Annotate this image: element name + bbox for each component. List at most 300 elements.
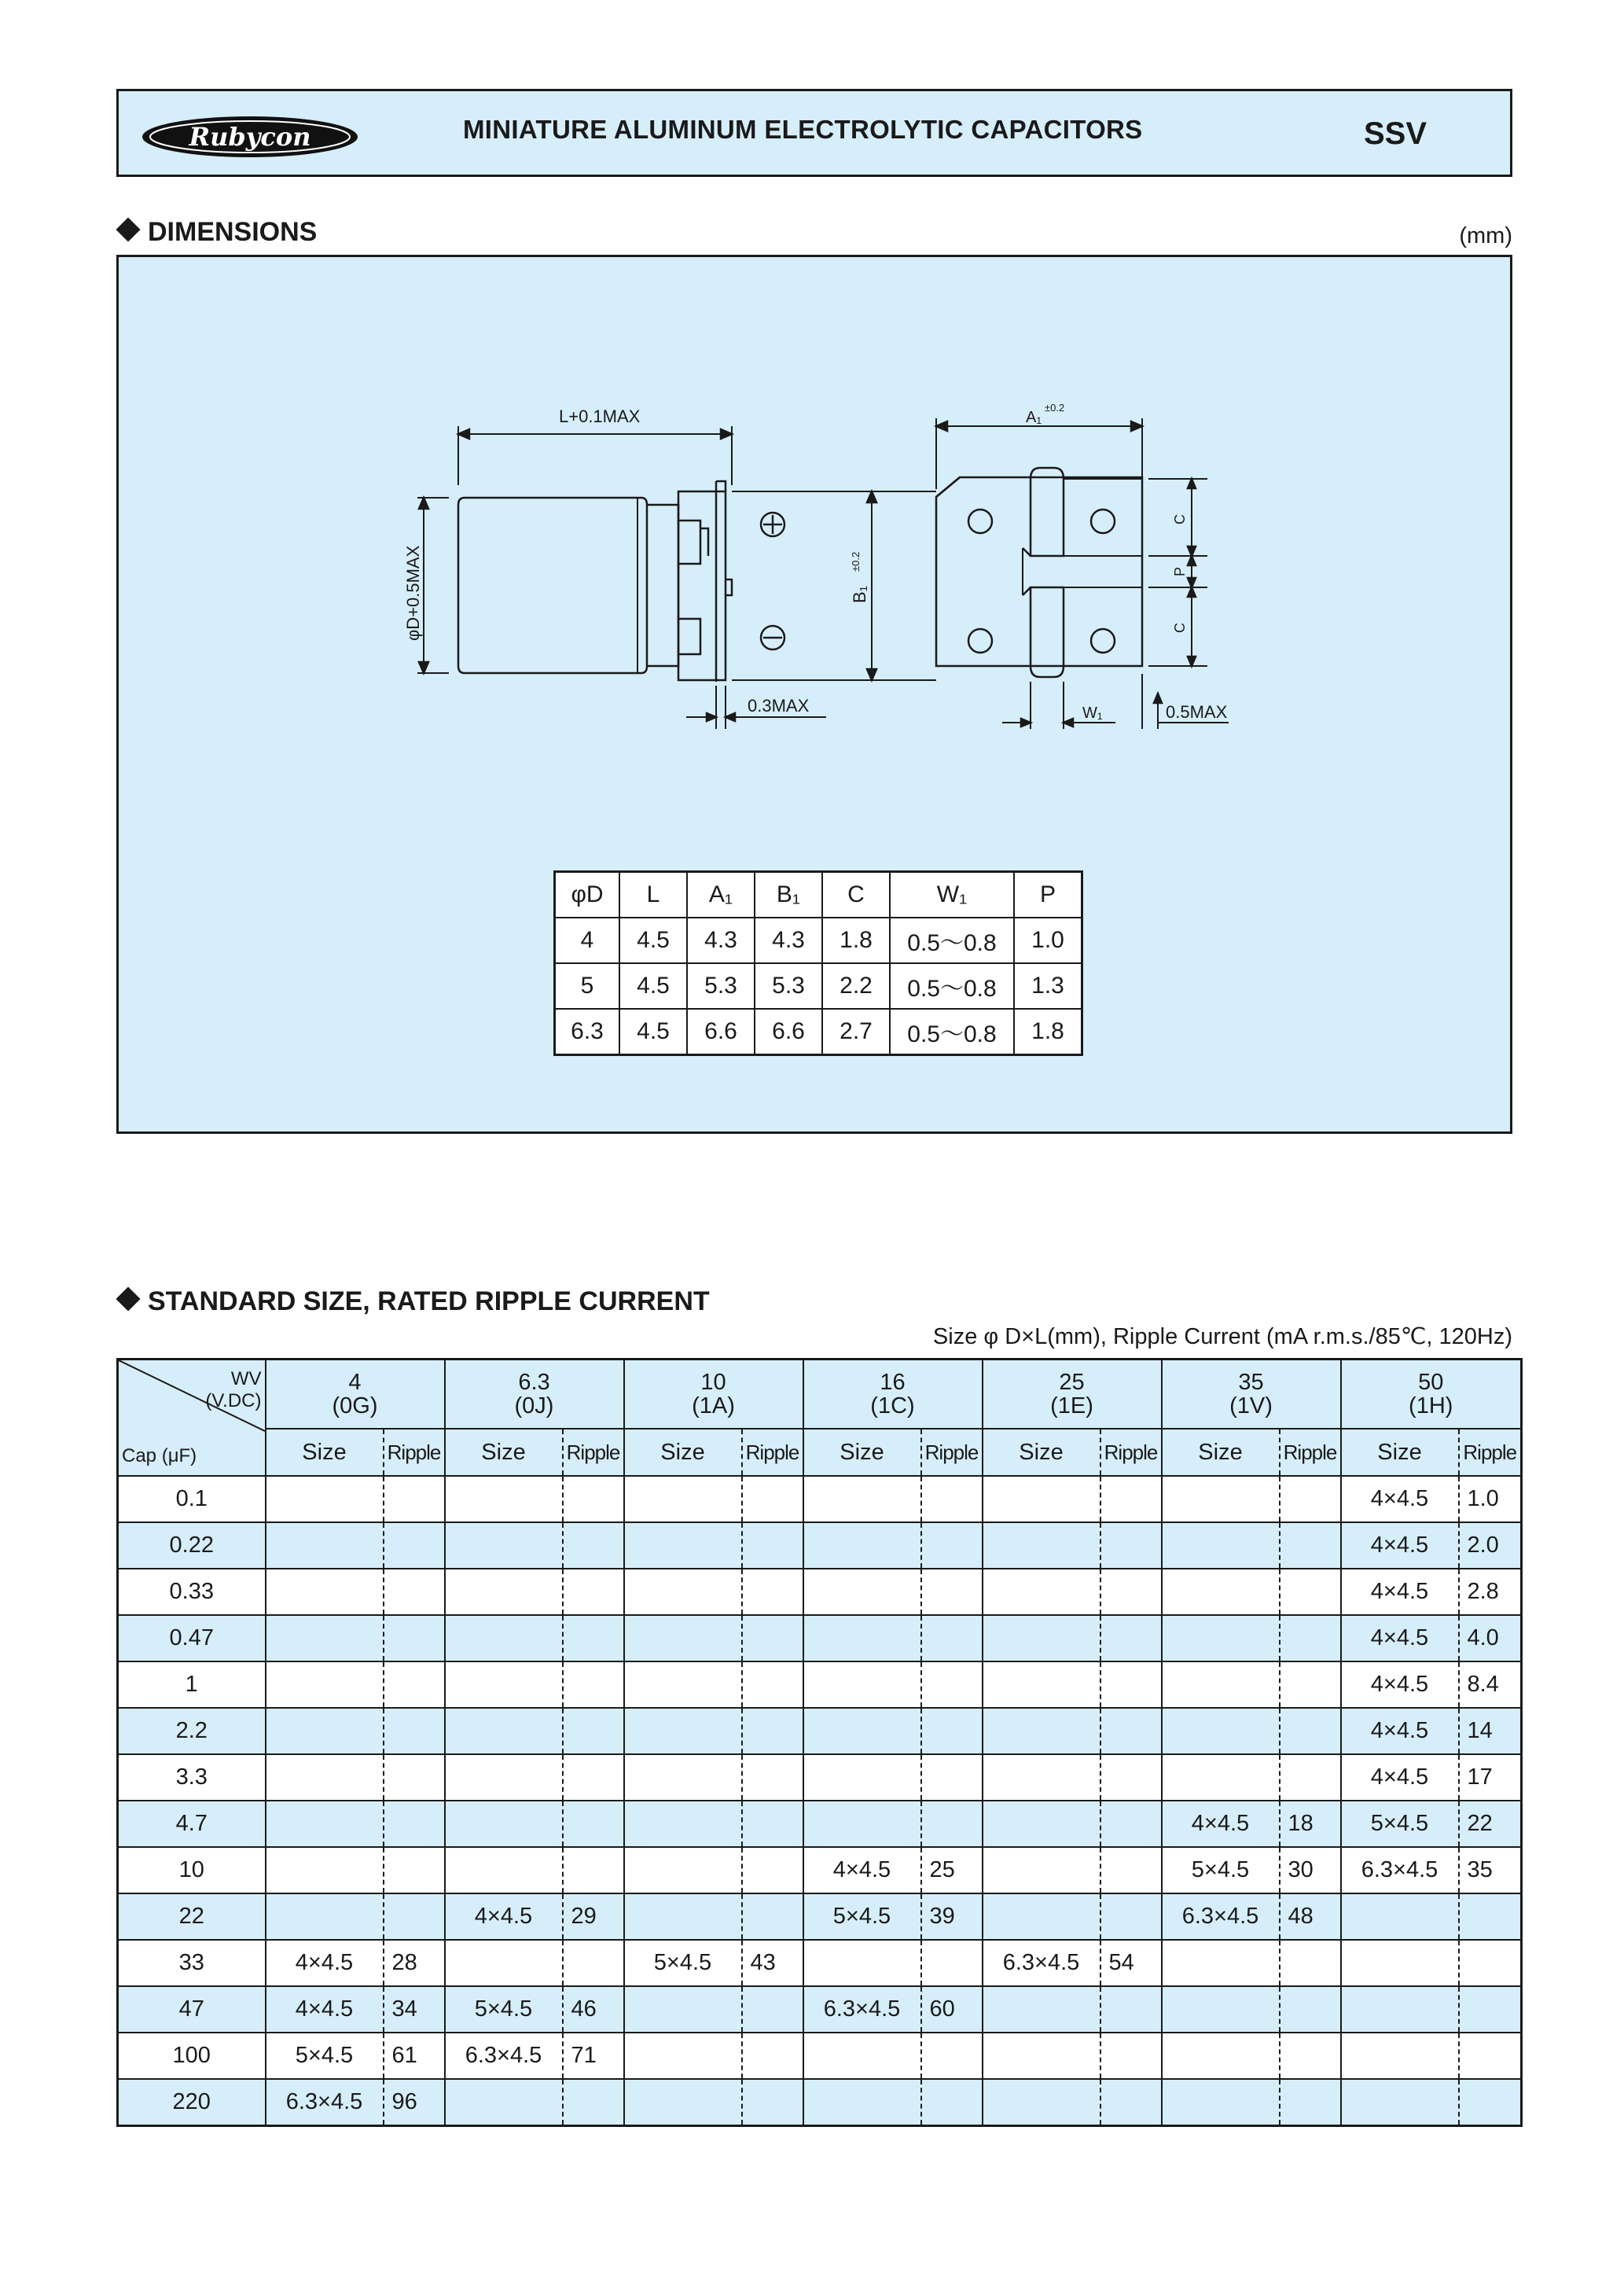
size-cell: 5×4.5 bbox=[803, 1893, 921, 1940]
svg-text:φD+0.5MAX: φD+0.5MAX bbox=[403, 545, 423, 641]
capacitance-cell: 0.1 bbox=[118, 1476, 266, 1522]
ripple-cell bbox=[742, 1615, 803, 1661]
ripple-subheader: Ripple bbox=[921, 1429, 983, 1476]
ripple-cell bbox=[1100, 2033, 1162, 2079]
size-cell bbox=[1341, 2079, 1459, 2126]
ripple-current-table bbox=[116, 1358, 1523, 2127]
capacitance-cell: 22 bbox=[118, 1893, 266, 1940]
size-cell bbox=[1162, 1569, 1280, 1615]
table-cell: 6.6 bbox=[755, 1009, 822, 1055]
table-cell: 5 bbox=[555, 963, 620, 1009]
ripple-cell bbox=[1100, 1661, 1162, 1708]
ripple-cell bbox=[1100, 1986, 1162, 2033]
ripple-cell bbox=[563, 1708, 624, 1754]
size-cell bbox=[1162, 1754, 1280, 1801]
size-cell bbox=[1162, 1940, 1280, 1986]
voltage-header-cell: 25 (1E) bbox=[983, 1360, 1162, 1429]
ripple-cell bbox=[921, 1801, 983, 1847]
dimensions-table bbox=[553, 870, 1083, 1056]
ripple-cell bbox=[384, 1476, 445, 1522]
size-cell bbox=[624, 1986, 742, 2033]
ripple-cell: 71 bbox=[563, 2033, 624, 2079]
ripple-cell bbox=[563, 1522, 624, 1569]
table-cell: 4 bbox=[555, 918, 620, 963]
size-cell bbox=[1162, 1522, 1280, 1569]
ripple-cell bbox=[1280, 1522, 1341, 1569]
document-title: MINIATURE ALUMINUM ELECTROLYTIC CAPACITORS bbox=[463, 115, 1143, 144]
table-row bbox=[118, 1661, 1522, 1708]
size-cell bbox=[624, 2033, 742, 2079]
ripple-cell bbox=[563, 1615, 624, 1661]
size-cell bbox=[983, 1476, 1100, 1522]
ripple-subheader: Ripple bbox=[742, 1429, 803, 1476]
size-cell bbox=[983, 1615, 1100, 1661]
ripple-cell bbox=[1100, 1801, 1162, 1847]
ripple-cell bbox=[563, 1569, 624, 1615]
size-cell bbox=[445, 1661, 563, 1708]
size-cell bbox=[983, 1522, 1100, 1569]
capacitance-cell: 0.33 bbox=[118, 1569, 266, 1615]
table-row bbox=[118, 1476, 1522, 1522]
ripple-cell bbox=[563, 2079, 624, 2126]
ripple-cell: 61 bbox=[384, 2033, 445, 2079]
ripple-cell: 8.4 bbox=[1459, 1661, 1522, 1708]
size-cell bbox=[266, 1893, 384, 1940]
size-cell bbox=[803, 2033, 921, 2079]
header-cell: P bbox=[1014, 872, 1082, 918]
size-cell: 6.3×4.5 bbox=[803, 1986, 921, 2033]
size-cell bbox=[983, 1754, 1100, 1801]
size-cell: 6.3×4.5 bbox=[1341, 1847, 1459, 1893]
ripple-cell bbox=[742, 2033, 803, 2079]
ripple-cell: 48 bbox=[1280, 1893, 1341, 1940]
size-cell: 6.3×4.5 bbox=[1162, 1893, 1280, 1940]
size-cell: 4×4.5 bbox=[803, 1847, 921, 1893]
size-cell bbox=[1162, 1986, 1280, 2033]
size-cell bbox=[266, 1615, 384, 1661]
svg-text:±0.2: ±0.2 bbox=[1045, 402, 1065, 414]
size-cell bbox=[624, 1847, 742, 1893]
ripple-cell bbox=[384, 1847, 445, 1893]
ripple-cell: 2.8 bbox=[1459, 1569, 1522, 1615]
diamond-bullet-icon bbox=[116, 1286, 140, 1311]
size-cell bbox=[624, 1615, 742, 1661]
ripple-cell bbox=[742, 1986, 803, 2033]
dimensions-heading: DIMENSIONS bbox=[116, 217, 317, 248]
svg-text:±0.2: ±0.2 bbox=[850, 551, 862, 572]
ripple-cell: 1.0 bbox=[1459, 1476, 1522, 1522]
size-cell bbox=[803, 1615, 921, 1661]
size-cell bbox=[266, 1708, 384, 1754]
ripple-cell bbox=[1280, 1986, 1341, 2033]
ripple-cell bbox=[742, 1754, 803, 1801]
ripple-cell bbox=[921, 2033, 983, 2079]
size-cell bbox=[266, 1801, 384, 1847]
voltage-header-cell: 4 (0G) bbox=[266, 1360, 445, 1429]
ripple-cell bbox=[1459, 1986, 1522, 2033]
ripple-subheader: Ripple bbox=[563, 1429, 624, 1476]
size-cell bbox=[803, 1476, 921, 1522]
table-row bbox=[118, 1615, 1522, 1661]
size-cell bbox=[1162, 2079, 1280, 2126]
voltage-header-cell: 6.3 (0J) bbox=[445, 1360, 624, 1429]
size-cell bbox=[266, 1522, 384, 1569]
size-subheader: Size bbox=[266, 1429, 384, 1476]
table-row bbox=[118, 1708, 1522, 1754]
table-row bbox=[118, 1569, 1522, 1615]
ripple-cell: 18 bbox=[1280, 1801, 1341, 1847]
size-cell bbox=[983, 1661, 1100, 1708]
ripple-cell bbox=[563, 1847, 624, 1893]
ripple-cell: 30 bbox=[1280, 1847, 1341, 1893]
size-cell bbox=[803, 1708, 921, 1754]
table-cell: 1.0 bbox=[1014, 918, 1082, 963]
size-cell bbox=[983, 1847, 1100, 1893]
table-cell: 1.8 bbox=[822, 918, 890, 963]
svg-text:W₁: W₁ bbox=[1082, 705, 1103, 722]
ripple-cell bbox=[384, 1661, 445, 1708]
side-view bbox=[403, 407, 936, 729]
series-code: SSV bbox=[1363, 116, 1427, 151]
ripple-cell bbox=[742, 1522, 803, 1569]
table-cell: 2.2 bbox=[822, 963, 890, 1009]
diamond-bullet-icon bbox=[116, 217, 140, 241]
table-cell: 5.3 bbox=[687, 963, 755, 1009]
size-cell: 4×4.5 bbox=[1341, 1754, 1459, 1801]
svg-text:P: P bbox=[1172, 566, 1188, 576]
size-cell bbox=[983, 1893, 1100, 1940]
header-cell: A₁ bbox=[687, 872, 755, 918]
header-cell: φD bbox=[555, 872, 620, 918]
ripple-cell bbox=[1280, 1569, 1341, 1615]
ripple-cell bbox=[563, 1661, 624, 1708]
table-row bbox=[118, 2033, 1522, 2079]
table-cell: 6.6 bbox=[687, 1009, 755, 1055]
ripple-cell: 25 bbox=[921, 1847, 983, 1893]
svg-text:L+0.1MAX: L+0.1MAX bbox=[559, 407, 641, 426]
ripple-cell bbox=[921, 1476, 983, 1522]
table-cell: 0.5～0.8 bbox=[890, 918, 1014, 963]
ripple-cell bbox=[384, 1893, 445, 1940]
size-cell bbox=[1162, 1661, 1280, 1708]
size-cell bbox=[1341, 2033, 1459, 2079]
ripple-cell bbox=[742, 1708, 803, 1754]
ripple-cell bbox=[742, 1801, 803, 1847]
ripple-cell: 34 bbox=[384, 1986, 445, 2033]
size-cell bbox=[983, 1708, 1100, 1754]
ripple-cell bbox=[921, 1522, 983, 1569]
ripple-subheader: Ripple bbox=[1280, 1429, 1341, 1476]
table-cell: 2.7 bbox=[822, 1009, 890, 1055]
voltage-header-cell: 35 (1V) bbox=[1162, 1360, 1341, 1429]
size-cell bbox=[624, 1893, 742, 1940]
size-ripple-subheader-row bbox=[118, 1429, 1522, 1476]
size-cell: 4×4.5 bbox=[266, 1940, 384, 1986]
table-cell: 0.5～0.8 bbox=[890, 963, 1014, 1009]
header-cell: W₁ bbox=[890, 872, 1014, 918]
size-cell bbox=[1162, 1615, 1280, 1661]
svg-text:0.5MAX: 0.5MAX bbox=[1166, 702, 1228, 722]
capacitance-cell: 0.47 bbox=[118, 1615, 266, 1661]
table-row bbox=[118, 1940, 1522, 1986]
table-row bbox=[118, 1754, 1522, 1801]
ripple-cell bbox=[384, 1615, 445, 1661]
size-cell bbox=[445, 1754, 563, 1801]
voltage-header-cell: 10 (1A) bbox=[624, 1360, 803, 1429]
ripple-subheader: Ripple bbox=[384, 1429, 445, 1476]
size-cell: 4×4.5 bbox=[1341, 1522, 1459, 1569]
size-cell bbox=[803, 1940, 921, 1986]
ripple-cell bbox=[563, 1754, 624, 1801]
table-cell: 5.3 bbox=[755, 963, 822, 1009]
size-cell bbox=[445, 1940, 563, 1986]
ripple-subheader: Ripple bbox=[1459, 1429, 1522, 1476]
size-cell bbox=[983, 1569, 1100, 1615]
header-cell: C bbox=[822, 872, 890, 918]
size-cell bbox=[983, 1986, 1100, 2033]
size-cell: 6.3×4.5 bbox=[445, 2033, 563, 2079]
table-row bbox=[118, 1522, 1522, 1569]
size-cell: 4×4.5 bbox=[1162, 1801, 1280, 1847]
ripple-cell bbox=[742, 1476, 803, 1522]
unit-label: (mm) bbox=[1459, 223, 1512, 248]
table-row bbox=[118, 1847, 1522, 1893]
size-cell bbox=[1162, 1476, 1280, 1522]
ripple-cell bbox=[1459, 1893, 1522, 1940]
ripple-cell: 43 bbox=[742, 1940, 803, 1986]
ripple-heading: STANDARD SIZE, RATED RIPPLE CURRENT bbox=[116, 1286, 710, 1317]
dimensions-table-header bbox=[555, 872, 1082, 918]
ripple-cell bbox=[1280, 2033, 1341, 2079]
ripple-cell bbox=[1459, 1940, 1522, 1986]
ripple-cell bbox=[1100, 2079, 1162, 2126]
ripple-cell bbox=[563, 1476, 624, 1522]
table-row bbox=[118, 1986, 1522, 2033]
size-cell bbox=[983, 2079, 1100, 2126]
capacitance-cell: 47 bbox=[118, 1986, 266, 2033]
size-cell: 5×4.5 bbox=[1341, 1801, 1459, 1847]
size-cell bbox=[1162, 1708, 1280, 1754]
svg-text:0.3MAX: 0.3MAX bbox=[748, 696, 810, 716]
ripple-cell bbox=[1100, 1754, 1162, 1801]
size-cell bbox=[624, 1801, 742, 1847]
ripple-cell bbox=[1100, 1615, 1162, 1661]
size-subheader: Size bbox=[803, 1429, 921, 1476]
table-row bbox=[555, 918, 1082, 963]
header-cell: B₁ bbox=[755, 872, 822, 918]
ripple-cell bbox=[384, 1569, 445, 1615]
size-cell: 4×4.5 bbox=[1341, 1476, 1459, 1522]
size-cell bbox=[803, 1522, 921, 1569]
ripple-cell bbox=[921, 1754, 983, 1801]
voltage-header-cell: 50 (1H) bbox=[1341, 1360, 1522, 1429]
size-cell bbox=[445, 1522, 563, 1569]
size-cell bbox=[983, 2033, 1100, 2079]
ripple-cell bbox=[1100, 1569, 1162, 1615]
ripple-cell bbox=[1280, 1615, 1341, 1661]
size-cell: 4×4.5 bbox=[445, 1893, 563, 1940]
size-cell: 4×4.5 bbox=[1341, 1661, 1459, 1708]
capacitance-cell: 33 bbox=[118, 1940, 266, 1986]
ripple-cell: 17 bbox=[1459, 1754, 1522, 1801]
ripple-cell: 2.0 bbox=[1459, 1522, 1522, 1569]
ripple-cell bbox=[563, 1940, 624, 1986]
table-cell: 6.3 bbox=[555, 1009, 620, 1055]
capacitance-cell: 0.22 bbox=[118, 1522, 266, 1569]
size-cell: 5×4.5 bbox=[445, 1986, 563, 2033]
size-cell bbox=[624, 1754, 742, 1801]
capacitance-cell: 3.3 bbox=[118, 1754, 266, 1801]
table-cell: 1.3 bbox=[1014, 963, 1082, 1009]
table-row bbox=[118, 1893, 1522, 1940]
size-cell bbox=[445, 1569, 563, 1615]
table-cell: 1.8 bbox=[1014, 1009, 1082, 1055]
size-cell bbox=[983, 1801, 1100, 1847]
size-cell bbox=[445, 2079, 563, 2126]
size-cell: 5×4.5 bbox=[624, 1940, 742, 1986]
size-cell: 6.3×4.5 bbox=[266, 2079, 384, 2126]
size-cell: 4×4.5 bbox=[1341, 1708, 1459, 1754]
ripple-cell bbox=[1280, 2079, 1341, 2126]
size-cell: 5×4.5 bbox=[1162, 1847, 1280, 1893]
table-corner-cell bbox=[118, 1360, 266, 1477]
ripple-cell bbox=[921, 1615, 983, 1661]
table-cell: 4.5 bbox=[619, 1009, 687, 1055]
ripple-cell bbox=[742, 1661, 803, 1708]
ripple-cell bbox=[1280, 1708, 1341, 1754]
ripple-cell bbox=[1280, 1940, 1341, 1986]
ripple-cell bbox=[921, 1661, 983, 1708]
size-cell bbox=[1341, 1986, 1459, 2033]
size-subheader: Size bbox=[445, 1429, 563, 1476]
size-subheader: Size bbox=[624, 1429, 742, 1476]
ripple-cell: 54 bbox=[1100, 1940, 1162, 1986]
capacitance-cell: 220 bbox=[118, 2079, 266, 2126]
size-cell bbox=[445, 1615, 563, 1661]
capacitance-cell: 2.2 bbox=[118, 1708, 266, 1754]
size-cell bbox=[266, 1661, 384, 1708]
size-cell: 4×4.5 bbox=[266, 1986, 384, 2033]
size-cell bbox=[803, 1801, 921, 1847]
table-cell: 0.5～0.8 bbox=[890, 1009, 1014, 1055]
size-cell bbox=[624, 1661, 742, 1708]
ripple-cell bbox=[921, 1708, 983, 1754]
size-cell bbox=[624, 2079, 742, 2126]
wv-label: WV (V.DC) bbox=[205, 1368, 262, 1411]
size-cell bbox=[445, 1476, 563, 1522]
table-row bbox=[118, 2079, 1522, 2126]
ripple-cell: 28 bbox=[384, 1940, 445, 1986]
ripple-cell bbox=[1280, 1476, 1341, 1522]
ripple-cell: 46 bbox=[563, 1986, 624, 2033]
size-cell bbox=[624, 1569, 742, 1615]
ripple-cell: 35 bbox=[1459, 1847, 1522, 1893]
table-row bbox=[555, 963, 1082, 1009]
size-cell bbox=[266, 1569, 384, 1615]
size-subheader: Size bbox=[1162, 1429, 1280, 1476]
ripple-cell bbox=[921, 2079, 983, 2126]
ripple-cell bbox=[1459, 2033, 1522, 2079]
voltage-header-row bbox=[118, 1360, 1522, 1429]
size-cell bbox=[803, 1569, 921, 1615]
size-cell bbox=[445, 1801, 563, 1847]
svg-text:Rubycon: Rubycon bbox=[189, 122, 311, 152]
size-cell bbox=[1162, 2033, 1280, 2079]
size-subheader: Size bbox=[983, 1429, 1100, 1476]
ripple-cell: 29 bbox=[563, 1893, 624, 1940]
size-cell: 6.3×4.5 bbox=[983, 1940, 1100, 1986]
size-cell bbox=[624, 1522, 742, 1569]
voltage-header-cell: 16 (1C) bbox=[803, 1360, 983, 1429]
size-cell: 4×4.5 bbox=[1341, 1569, 1459, 1615]
size-cell bbox=[266, 1476, 384, 1522]
table-cell: 4.5 bbox=[619, 963, 687, 1009]
ripple-cell bbox=[384, 1754, 445, 1801]
size-cell bbox=[624, 1708, 742, 1754]
ripple-cell bbox=[921, 1569, 983, 1615]
ripple-cell bbox=[1100, 1708, 1162, 1754]
capacitance-cell: 100 bbox=[118, 2033, 266, 2079]
capacitance-cell: 1 bbox=[118, 1661, 266, 1708]
size-cell bbox=[803, 1661, 921, 1708]
size-subheader: Size bbox=[1341, 1429, 1459, 1476]
ripple-cell bbox=[1280, 1754, 1341, 1801]
ripple-cell bbox=[1100, 1847, 1162, 1893]
size-cell: 5×4.5 bbox=[266, 2033, 384, 2079]
ripple-cell bbox=[1100, 1522, 1162, 1569]
ripple-units-note: Size φ D×L(mm), Ripple Current (mA r.m.s./85℃, 120Hz) bbox=[932, 1324, 1512, 1349]
ripple-cell bbox=[921, 1940, 983, 1986]
table-cell: 4.5 bbox=[619, 918, 687, 963]
table-row bbox=[118, 1801, 1522, 1847]
ripple-cell bbox=[1280, 1661, 1341, 1708]
bottom-view bbox=[936, 402, 1229, 729]
size-cell bbox=[803, 1754, 921, 1801]
ripple-cell: 96 bbox=[384, 2079, 445, 2126]
ripple-cell: 39 bbox=[921, 1893, 983, 1940]
ripple-cell bbox=[742, 1569, 803, 1615]
ripple-cell bbox=[742, 1847, 803, 1893]
table-cell: 4.3 bbox=[687, 918, 755, 963]
size-cell bbox=[266, 1847, 384, 1893]
ripple-cell bbox=[384, 1708, 445, 1754]
table-row bbox=[555, 1009, 1082, 1055]
cap-label: Cap (μF) bbox=[122, 1445, 197, 1466]
size-cell: 4×4.5 bbox=[1341, 1615, 1459, 1661]
ripple-cell: 4.0 bbox=[1459, 1615, 1522, 1661]
capacitance-cell: 4.7 bbox=[118, 1801, 266, 1847]
ripple-cell bbox=[1100, 1893, 1162, 1940]
capacitance-cell: 10 bbox=[118, 1847, 266, 1893]
size-cell bbox=[1341, 1893, 1459, 1940]
rubycon-logo bbox=[141, 115, 359, 159]
ripple-cell bbox=[1100, 1476, 1162, 1522]
ripple-cell: 22 bbox=[1459, 1801, 1522, 1847]
svg-text:C: C bbox=[1172, 514, 1188, 524]
ripple-cell bbox=[1459, 2079, 1522, 2126]
size-cell bbox=[266, 1754, 384, 1801]
size-cell bbox=[1341, 1940, 1459, 1986]
ripple-cell bbox=[384, 1801, 445, 1847]
size-cell bbox=[624, 1476, 742, 1522]
svg-text:A₁: A₁ bbox=[1026, 409, 1042, 426]
ripple-cell bbox=[384, 1522, 445, 1569]
svg-text:B₁: B₁ bbox=[850, 585, 869, 603]
size-cell bbox=[803, 2079, 921, 2126]
svg-text:C: C bbox=[1172, 623, 1188, 633]
ripple-cell bbox=[742, 1893, 803, 1940]
header-banner bbox=[116, 89, 1512, 177]
